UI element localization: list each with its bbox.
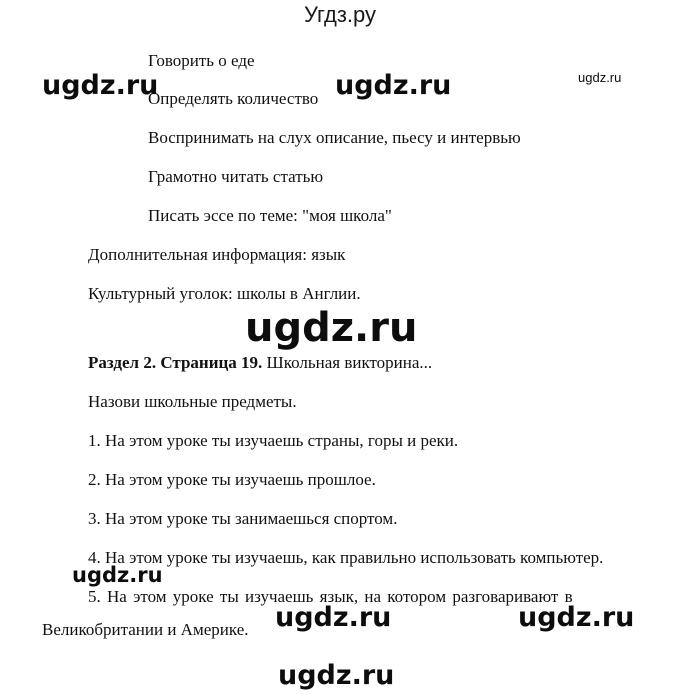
skill-item: Грамотно читать статью	[148, 167, 324, 186]
culture-corner: Культурный уголок: школы в Англии.	[88, 284, 361, 303]
question-item: 5. На этом уроке ты изучаешь язык, на котором разговаривают в	[88, 587, 573, 606]
question-item: 3. На этом уроке ты занимаешься спортом.	[88, 509, 398, 528]
extra-info: Дополнительная информация: язык	[88, 245, 346, 264]
watermark: ugdz.ru	[275, 602, 392, 633]
watermark: ugdz.ru	[578, 70, 622, 85]
skill-item: Писать эссе по теме: "моя школа"	[148, 206, 392, 225]
watermark: ugdz.ru	[335, 70, 452, 101]
section-heading-rest: Школьная викторина...	[262, 353, 433, 372]
watermark: ugdz.ru	[72, 563, 163, 587]
site-title: Угдз.ру	[303, 2, 377, 27]
watermark: ugdz.ru	[278, 660, 395, 691]
watermark: ugdz.ru	[42, 70, 159, 101]
skill-item: Определять количество	[148, 89, 319, 108]
question-item: 4. На этом уроке ты изучаешь, как правильно использовать компьютер.	[88, 548, 604, 567]
question-continuation: Великобритании и Америке.	[42, 620, 249, 639]
section-heading	[88, 353, 432, 373]
question-item: 1. На этом уроке ты изучаешь страны, горы и реки.	[88, 431, 459, 450]
section-heading-bold: Раздел 2. Страница 19.	[88, 353, 263, 372]
watermark: ugdz.ru	[518, 602, 635, 633]
watermark: ugdz.ru	[245, 305, 418, 351]
task-instruction: Назови школьные предметы.	[88, 392, 297, 411]
skill-item: Говорить о еде	[148, 51, 255, 70]
skill-item: Воспринимать на слух описание, пьесу и интервью	[148, 128, 521, 147]
question-item: 2. На этом уроке ты изучаешь прошлое.	[88, 470, 376, 489]
